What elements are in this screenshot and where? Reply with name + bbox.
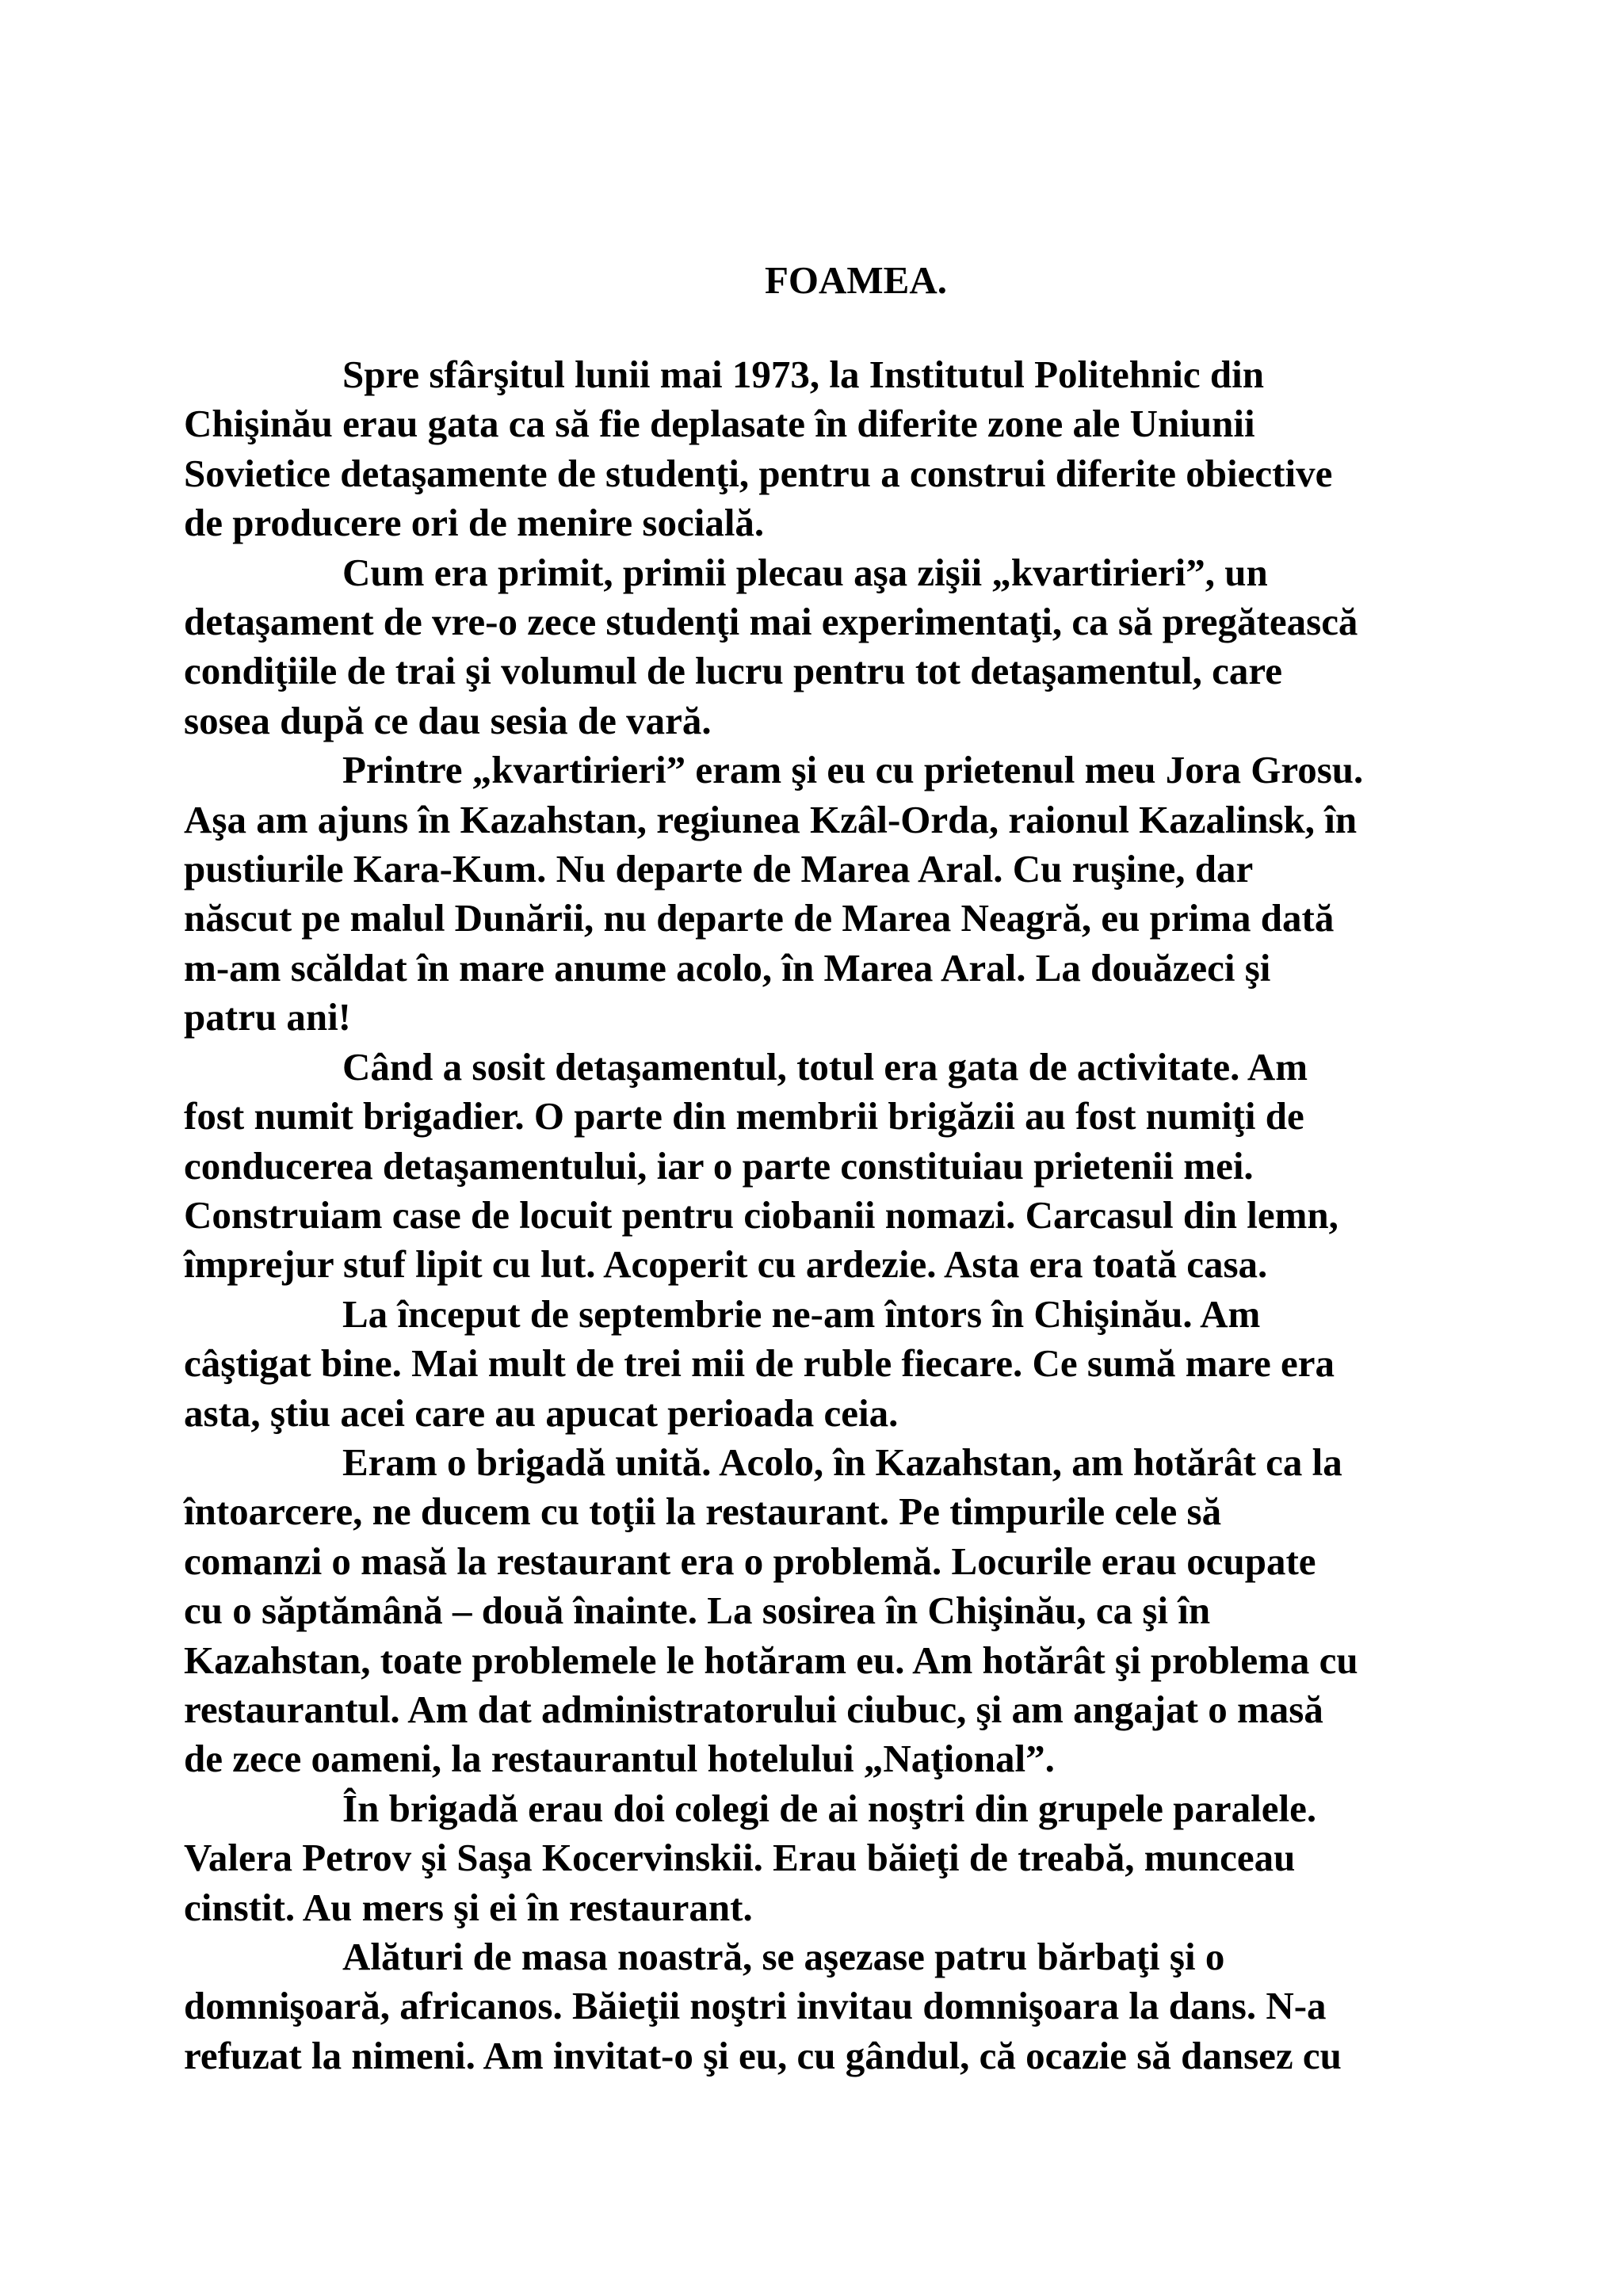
text-line: de producere ori de menire socială. bbox=[184, 501, 765, 545]
text-line: La început de septembrie ne-am întors în Chişinău. Am bbox=[342, 1291, 1261, 1336]
paragraph bbox=[184, 1438, 1531, 1784]
document-title: FOAMEA. bbox=[765, 258, 947, 302]
text-line: domnişoară, africanos. Băieţii noştri invitau domnişoara la dans. N-a bbox=[184, 1984, 1327, 2028]
text-line: condiţiile de trai şi volumul de lucru pentru tot detaşamentul, care bbox=[184, 649, 1282, 693]
text-line: Valera Petrov şi Saşa Kocervinskii. Erau băieţi de treabă, munceau bbox=[184, 1836, 1296, 1880]
paragraph bbox=[184, 1290, 1531, 1438]
text-line: născut pe malul Dunării, nu departe de Marea Neagră, eu prima dată bbox=[184, 896, 1335, 940]
text-line: întoarcere, ne ducem cu toţii la restaurant. Pe timpurile cele să bbox=[184, 1489, 1222, 1534]
text-line: Când a sosit detaşamentul, totul era gata de activitate. Am bbox=[342, 1044, 1308, 1089]
text-line: fost numit brigadier. O parte din membrii brigăzii au fost numiţi de bbox=[184, 1094, 1304, 1138]
paragraph bbox=[184, 1784, 1531, 1932]
text-line: Eram o brigadă unită. Acolo, în Kazahstan, am hotărât ca la bbox=[342, 1440, 1342, 1484]
text-line: comanzi o masă la restaurant era o problemă. Locurile erau ocupate bbox=[184, 1539, 1316, 1583]
text-line: Printre „kvartirieri” eram şi eu cu prietenul meu Jora Grosu. bbox=[342, 748, 1364, 792]
document-body bbox=[184, 350, 1531, 2081]
text-line: Cum era primit, primii plecau aşa zişii „kvartirieri”, un bbox=[342, 550, 1268, 594]
text-line: cinstit. Au mers şi ei în restaurant. bbox=[184, 1885, 753, 1929]
text-line: de zece oameni, la restaurantul hotelului „Naţional”. bbox=[184, 1737, 1055, 1781]
paragraph bbox=[184, 350, 1531, 548]
text-line: sosea după ce dau sesia de vară. bbox=[184, 698, 712, 742]
text-line: conducerea detaşamentului, iar o parte constituiau prietenii mei. bbox=[184, 1143, 1254, 1188]
paragraph bbox=[184, 1043, 1531, 1290]
text-line: Sovietice detaşamente de studenţi, pentru a construi diferite obiective bbox=[184, 451, 1333, 495]
text-line: împrejur stuf lipit cu lut. Acoperit cu ardezie. Asta era toată casa. bbox=[184, 1242, 1268, 1287]
text-line: asta, ştiu acei care au apucat perioada ceia. bbox=[184, 1390, 899, 1435]
text-line: Aşa am ajuns în Kazahstan, regiunea Kzâl-Orda, raionul Kazalinsk, în bbox=[184, 797, 1358, 841]
text-line: În brigadă erau doi colegi de ai noştri din grupele paralele. bbox=[342, 1786, 1317, 1830]
text-line: Spre sfârşitul lunii mai 1973, la Institutul Politehnic din bbox=[342, 353, 1265, 396]
text-line: Construiam case de locuit pentru ciobanii nomazi. Carcasul din lemn, bbox=[184, 1192, 1338, 1237]
text-line: Kazahstan, toate problemele le hotăram eu. Am hotărât şi problema cu bbox=[184, 1638, 1358, 1682]
paragraph bbox=[184, 548, 1531, 746]
text-line: pustiurile Kara-Kum. Nu departe de Marea Aral. Cu ruşine, dar bbox=[184, 847, 1254, 891]
text-line: restaurantul. Am dat administratorului ciubuc, şi am angajat o masă bbox=[184, 1687, 1323, 1731]
text-line: Alături de masa noastră, se aşezase patru bărbaţi şi o bbox=[342, 1935, 1225, 1978]
paragraph bbox=[184, 1932, 1531, 2081]
text-line: cu o săptămână – două înainte. La sosirea în Chişinău, ca şi în bbox=[184, 1589, 1211, 1633]
text-line: refuzat la nimeni. Am invitat-o şi eu, cu gândul, că ocazie să dansez cu bbox=[184, 2033, 1342, 2077]
text-line: detaşament de vre-o zece studenţi mai experimentaţi, ca să pregătească bbox=[184, 600, 1358, 644]
paragraph bbox=[184, 746, 1531, 1042]
text-line: m-am scăldat în mare anume acolo, în Marea Aral. La douăzeci şi bbox=[184, 945, 1271, 990]
text-line: patru ani! bbox=[184, 995, 352, 1039]
text-line: Chişinău erau gata ca să fie deplasate în diferite zone ale Uniunii bbox=[184, 402, 1255, 446]
text-line: câştigat bine. Mai mult de trei mii de ruble fiecare. Ce sumă mare era bbox=[184, 1341, 1335, 1386]
